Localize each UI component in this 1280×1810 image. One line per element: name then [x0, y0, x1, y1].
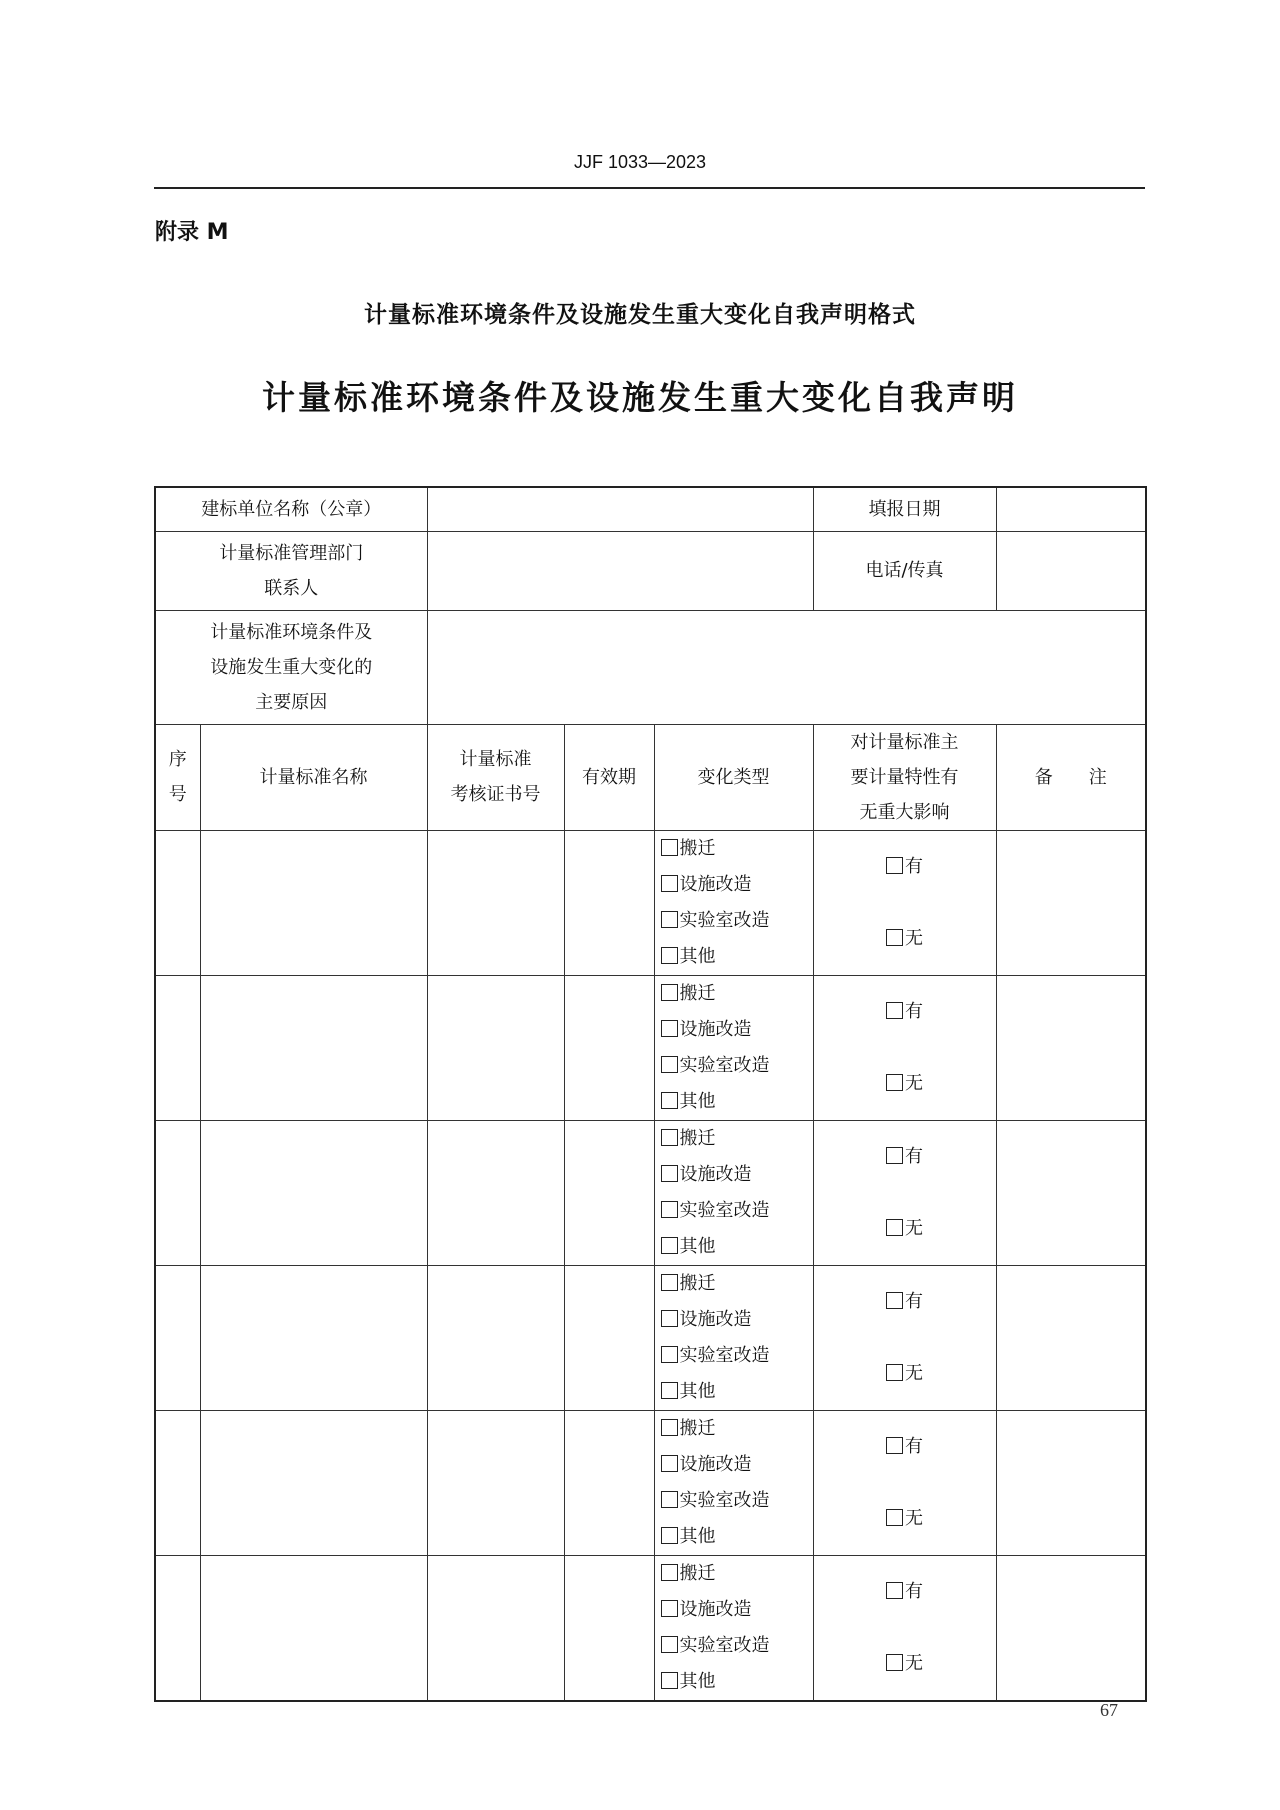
validity-cell[interactable] — [564, 830, 654, 975]
contact-label-line: 联系人 — [264, 577, 319, 599]
remark-cell[interactable] — [996, 1410, 1146, 1555]
seq-cell[interactable] — [155, 1265, 200, 1410]
change-option[interactable] — [661, 1628, 813, 1664]
impact-option[interactable] — [814, 1501, 996, 1537]
impact-option-label: 无 — [905, 1507, 924, 1529]
cert-cell[interactable] — [427, 975, 564, 1120]
header-rule — [154, 187, 1145, 189]
checkbox-icon[interactable] — [661, 1201, 678, 1218]
change-option-label: 实验室改造 — [679, 1054, 770, 1076]
contact-label-line: 计量标准管理部门 — [219, 542, 364, 564]
section-subtitle: 计量标准环境条件及设施发生重大变化自我声明格式 — [364, 302, 916, 328]
impact-option-label: 无 — [905, 1217, 924, 1239]
cert-cell[interactable] — [427, 1265, 564, 1410]
reason-label-line: 主要原因 — [255, 691, 328, 713]
checkbox-icon[interactable] — [661, 1020, 678, 1037]
checkbox-icon[interactable] — [886, 1509, 903, 1526]
change-option[interactable] — [661, 1411, 813, 1447]
impact-option[interactable] — [814, 1066, 996, 1102]
table-row — [155, 1265, 1146, 1410]
checkbox-icon[interactable] — [661, 1491, 678, 1508]
change-option-label: 搬迁 — [679, 1272, 716, 1294]
phone-label: 电话/传真 — [813, 531, 996, 610]
contact-field[interactable] — [427, 531, 813, 610]
checkbox-icon[interactable] — [886, 1654, 903, 1671]
checkbox-icon[interactable] — [661, 875, 678, 892]
change-type-cell — [654, 1120, 813, 1265]
impact-option-label: 有 — [905, 855, 924, 877]
change-option[interactable] — [661, 1447, 813, 1483]
impact-option-label: 有 — [905, 1580, 924, 1602]
change-option[interactable] — [661, 1664, 813, 1700]
change-option[interactable] — [661, 1519, 813, 1555]
reason-field[interactable] — [427, 610, 1146, 724]
validity-cell[interactable] — [564, 1555, 654, 1701]
change-option[interactable] — [661, 976, 813, 1012]
col-impact-line: 要计量特性有 — [850, 766, 959, 788]
impact-option[interactable] — [814, 849, 996, 885]
org-label: 建标单位名称（公章） — [155, 487, 427, 531]
change-option[interactable] — [661, 1302, 813, 1338]
change-option-label: 搬迁 — [679, 982, 716, 1004]
change-option-label: 设施改造 — [679, 873, 752, 895]
impact-option-label: 有 — [905, 1435, 924, 1457]
date-field[interactable] — [996, 487, 1146, 531]
change-option-label: 设施改造 — [679, 1018, 752, 1040]
change-option-label: 实验室改造 — [679, 1344, 770, 1366]
change-option[interactable] — [661, 1121, 813, 1157]
table-row — [155, 1120, 1146, 1265]
impact-cell — [813, 1555, 996, 1701]
change-option[interactable] — [661, 1012, 813, 1048]
col-impact-line: 无重大影响 — [859, 801, 950, 823]
impact-option[interactable] — [814, 1356, 996, 1392]
change-option[interactable] — [661, 1229, 813, 1265]
page-number: 67 — [1100, 1700, 1118, 1720]
impact-option[interactable] — [814, 1211, 996, 1247]
impact-option[interactable] — [814, 1574, 996, 1610]
cert-cell[interactable] — [427, 830, 564, 975]
col-cert-line: 考核证书号 — [450, 784, 541, 805]
checkbox-icon[interactable] — [661, 1527, 678, 1544]
checkbox-icon[interactable] — [661, 1419, 678, 1436]
form-title: 计量标准环境条件及设施发生重大变化自我声明 — [262, 378, 1018, 417]
change-option[interactable] — [661, 1556, 813, 1592]
impact-cell — [813, 975, 996, 1120]
cert-cell[interactable] — [427, 1410, 564, 1555]
col-remark: 备 注 — [996, 724, 1146, 830]
name-cell[interactable] — [200, 1410, 427, 1555]
change-option[interactable] — [661, 867, 813, 903]
name-cell[interactable] — [200, 830, 427, 975]
reason-label — [155, 610, 427, 724]
table-row — [155, 830, 1146, 975]
change-option[interactable] — [661, 831, 813, 867]
impact-cell — [813, 1265, 996, 1410]
impact-option[interactable] — [814, 1646, 996, 1682]
change-option-label: 其他 — [679, 1380, 716, 1402]
phone-field[interactable] — [996, 531, 1146, 610]
change-option[interactable] — [661, 1483, 813, 1519]
checkbox-icon[interactable] — [886, 1364, 903, 1381]
seq-cell[interactable] — [155, 1555, 200, 1701]
checkbox-icon[interactable] — [886, 1437, 903, 1454]
col-impact — [813, 724, 996, 830]
name-cell[interactable] — [200, 1555, 427, 1701]
table-row — [155, 975, 1146, 1120]
table-row — [155, 1410, 1146, 1555]
checkbox-icon[interactable] — [886, 1582, 903, 1599]
change-option[interactable] — [661, 1048, 813, 1084]
impact-option-label: 有 — [905, 1290, 924, 1312]
impact-cell — [813, 830, 996, 975]
change-type-cell — [654, 1410, 813, 1555]
checkbox-icon[interactable] — [661, 1636, 678, 1653]
impact-cell — [813, 1120, 996, 1265]
col-seq-line: 序 — [168, 749, 187, 770]
checkbox-icon[interactable] — [661, 839, 678, 856]
checkbox-icon[interactable] — [661, 1056, 678, 1073]
change-option-label: 设施改造 — [679, 1598, 752, 1620]
col-seq-line: 号 — [168, 784, 187, 805]
col-cert — [427, 724, 564, 830]
checkbox-icon[interactable] — [661, 1237, 678, 1254]
seq-cell[interactable] — [155, 1120, 200, 1265]
impact-option-label: 无 — [905, 927, 924, 949]
change-option[interactable] — [661, 939, 813, 975]
col-validity: 有效期 — [564, 724, 654, 830]
change-option-label: 搬迁 — [679, 1562, 716, 1584]
cert-cell[interactable] — [427, 1120, 564, 1265]
org-field[interactable] — [427, 487, 813, 531]
change-option-label: 搬迁 — [679, 1127, 716, 1149]
checkbox-icon[interactable] — [661, 1672, 678, 1689]
change-option-label: 其他 — [679, 1670, 716, 1692]
impact-option-label: 有 — [905, 1000, 924, 1022]
checkbox-icon[interactable] — [661, 1129, 678, 1146]
checkbox-icon[interactable] — [661, 911, 678, 928]
contact-label — [155, 531, 427, 610]
impact-option[interactable] — [814, 1429, 996, 1465]
column-header-row — [155, 724, 1146, 830]
change-option-label: 搬迁 — [679, 1417, 716, 1439]
remark-cell[interactable] — [996, 975, 1146, 1120]
checkbox-icon[interactable] — [661, 1310, 678, 1327]
change-option-label: 设施改造 — [679, 1453, 752, 1475]
reason-label-line: 设施发生重大变化的 — [210, 656, 373, 678]
name-cell[interactable] — [200, 1265, 427, 1410]
checkbox-icon[interactable] — [661, 1346, 678, 1363]
checkbox-icon[interactable] — [661, 1455, 678, 1472]
change-option-label: 设施改造 — [679, 1163, 752, 1185]
col-change-type: 变化类型 — [654, 724, 813, 830]
col-cert-line: 计量标准 — [459, 749, 532, 770]
change-option[interactable] — [661, 1084, 813, 1120]
change-type-cell — [654, 1555, 813, 1701]
cert-cell[interactable] — [427, 1555, 564, 1701]
checkbox-icon[interactable] — [886, 1219, 903, 1236]
checkbox-icon[interactable] — [886, 1002, 903, 1019]
name-cell[interactable] — [200, 1120, 427, 1265]
remark-cell[interactable] — [996, 830, 1146, 975]
checkbox-icon[interactable] — [661, 1274, 678, 1291]
change-option-label: 其他 — [679, 945, 716, 967]
remark-cell[interactable] — [996, 1555, 1146, 1701]
seq-cell[interactable] — [155, 1410, 200, 1555]
checkbox-icon[interactable] — [886, 929, 903, 946]
checkbox-icon[interactable] — [886, 857, 903, 874]
impact-option[interactable] — [814, 921, 996, 957]
checkbox-icon[interactable] — [661, 1564, 678, 1581]
change-option-label: 实验室改造 — [679, 909, 770, 931]
checkbox-icon[interactable] — [886, 1074, 903, 1091]
remark-cell[interactable] — [996, 1265, 1146, 1410]
col-seq — [155, 724, 200, 830]
validity-cell[interactable] — [564, 1120, 654, 1265]
validity-cell[interactable] — [564, 1410, 654, 1555]
change-option[interactable] — [661, 1266, 813, 1302]
checkbox-icon[interactable] — [661, 984, 678, 1001]
change-type-cell — [654, 975, 813, 1120]
change-option[interactable] — [661, 1193, 813, 1229]
change-option[interactable] — [661, 1374, 813, 1410]
reason-label-line: 计量标准环境条件及 — [210, 621, 373, 643]
impact-option-label: 无 — [905, 1652, 924, 1674]
impact-option[interactable] — [814, 994, 996, 1030]
appendix-label: 附录 M — [155, 220, 229, 245]
checkbox-icon[interactable] — [661, 1382, 678, 1399]
name-cell[interactable] — [200, 975, 427, 1120]
change-type-cell — [654, 830, 813, 975]
checkbox-icon[interactable] — [886, 1292, 903, 1309]
change-option-label: 其他 — [679, 1525, 716, 1547]
change-option[interactable] — [661, 1157, 813, 1193]
impact-option-label: 无 — [905, 1362, 924, 1384]
change-option[interactable] — [661, 1338, 813, 1374]
change-option-label: 其他 — [679, 1090, 716, 1112]
standard-code-header: JJF 1033—2023 — [573, 152, 707, 172]
change-option-label: 设施改造 — [679, 1308, 752, 1330]
change-option-label: 搬迁 — [679, 837, 716, 859]
checkbox-icon[interactable] — [661, 1092, 678, 1109]
impact-option-label: 有 — [905, 1145, 924, 1167]
seq-cell[interactable] — [155, 830, 200, 975]
impact-option[interactable] — [814, 1139, 996, 1175]
impact-cell — [813, 1410, 996, 1555]
change-option-label: 实验室改造 — [679, 1634, 770, 1656]
impact-option-label: 无 — [905, 1072, 924, 1094]
checkbox-icon[interactable] — [661, 1165, 678, 1182]
checkbox-icon[interactable] — [661, 947, 678, 964]
declaration-form-table — [154, 486, 1147, 1702]
change-type-cell — [654, 1265, 813, 1410]
checkbox-icon[interactable] — [661, 1600, 678, 1617]
col-name: 计量标准名称 — [200, 724, 427, 830]
validity-cell[interactable] — [564, 975, 654, 1120]
validity-cell[interactable] — [564, 1265, 654, 1410]
impact-option[interactable] — [814, 1284, 996, 1320]
seq-cell[interactable] — [155, 975, 200, 1120]
change-option[interactable] — [661, 903, 813, 939]
col-impact-line: 对计量标准主 — [850, 731, 959, 753]
change-option-label: 其他 — [679, 1235, 716, 1257]
checkbox-icon[interactable] — [886, 1147, 903, 1164]
remark-cell[interactable] — [996, 1120, 1146, 1265]
table-row — [155, 1555, 1146, 1701]
change-option-label: 实验室改造 — [679, 1489, 770, 1511]
change-option-label: 实验室改造 — [679, 1199, 770, 1221]
date-label: 填报日期 — [813, 487, 996, 531]
change-option[interactable] — [661, 1592, 813, 1628]
